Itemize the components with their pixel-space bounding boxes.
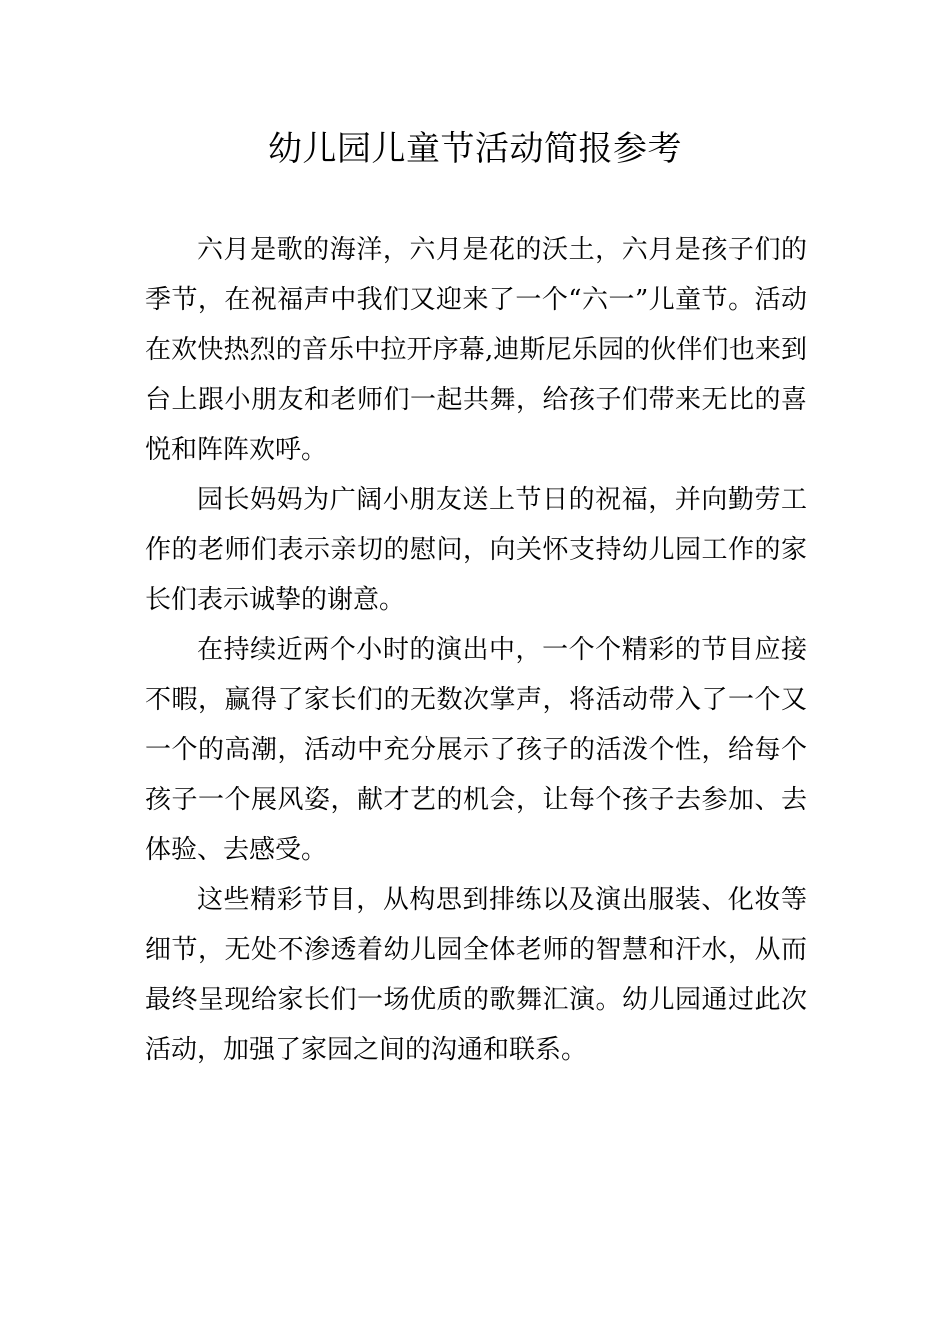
paragraph-4: 这些精彩节目，从构思到排练以及演出服装、化妆等细节，无处不渗透着幼儿园全体老师的智慧和汗水，从而最终呈现给家长们一场优质的歌舞汇演。幼儿园通过此次活动，加强了家园之间的沟通和联系。	[145, 885, 807, 1065]
document-title: 幼儿园儿童节活动简报参考	[268, 129, 682, 169]
document-body	[145, 225, 807, 1075]
paragraph-1: 六月是歌的海洋，六月是花的沃土，六月是孩子们的季节，在祝福声中我们又迎来了一个“六一”儿童节。活动在欢快热烈的音乐中拉开序幕,迪斯尼乐园的伙伴们也来到台上跟小朋友和老师们一起共舞，给孩子们带来无比的喜悦和阵阵欢呼。	[145, 235, 807, 465]
paragraph-2: 园长妈妈为广阔小朋友送上节日的祝福，并向勤劳工作的老师们表示亲切的慰问，向关怀支持幼儿园工作的家长们表示诚挚的谢意。	[145, 485, 807, 615]
paragraph-3: 在持续近两个小时的演出中，一个个精彩的节目应接不暇，赢得了家长们的无数次掌声，将活动带入了一个又一个的高潮，活动中充分展示了孩子的活泼个性，给每个孩子一个展风姿，献才艺的机会，让每个孩子去参加、去体验、去感受。	[145, 635, 807, 865]
